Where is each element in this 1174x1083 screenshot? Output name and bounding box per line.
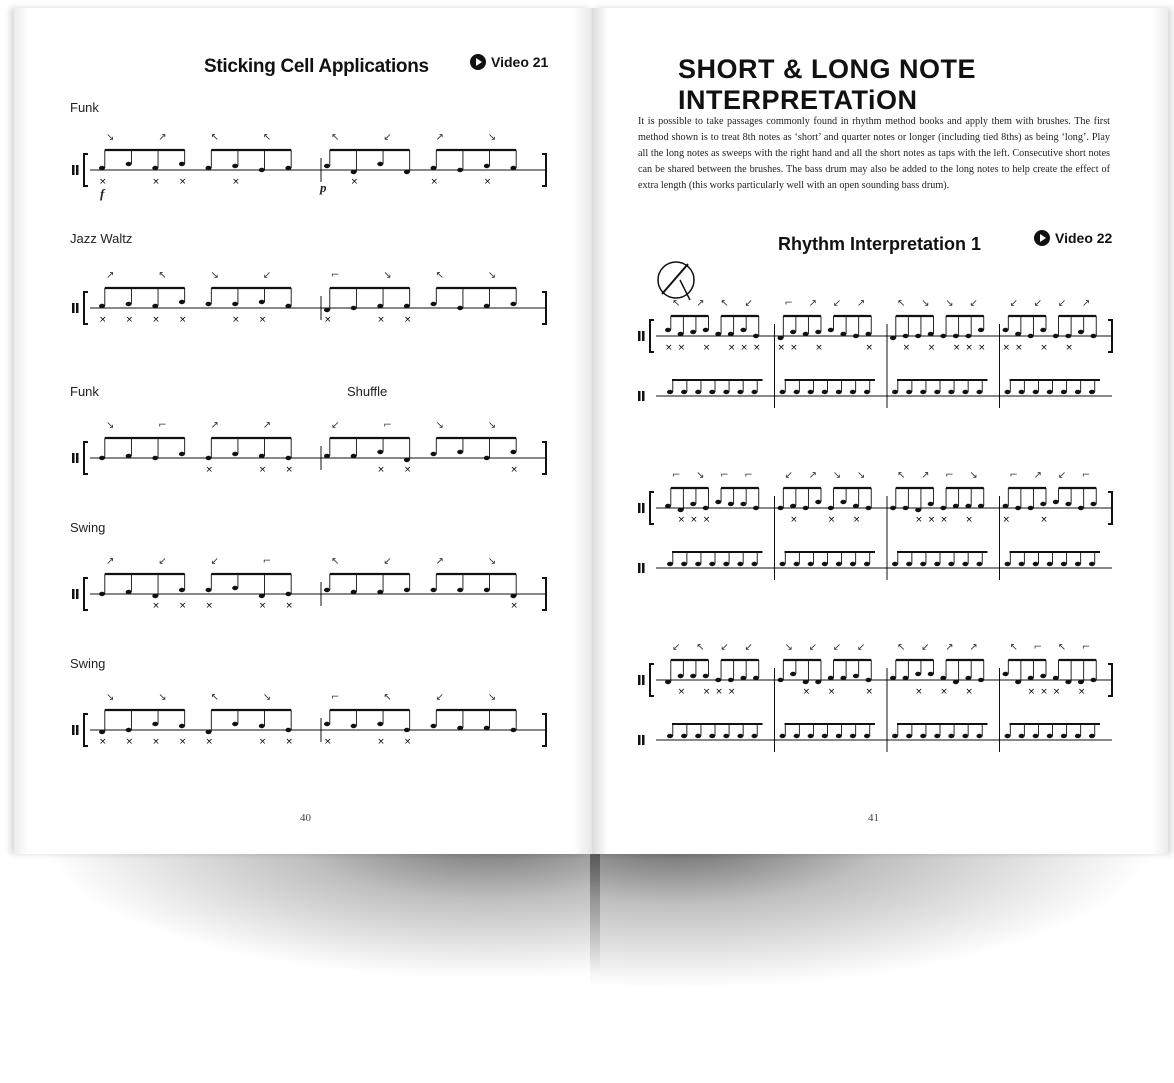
- page-number: 40: [300, 812, 311, 824]
- dynamic-marking: f: [100, 186, 105, 201]
- notation-staff: [636, 470, 1116, 590]
- svg-text:×: ×: [677, 515, 686, 525]
- section-label: Swing: [70, 520, 106, 535]
- svg-text:×: ×: [205, 737, 214, 747]
- svg-text:×: ×: [702, 515, 711, 525]
- svg-text:×: ×: [178, 315, 187, 325]
- svg-text:↗: ↗: [945, 642, 954, 653]
- svg-text:↗: ↗: [1081, 298, 1091, 309]
- svg-text:↗: ↗: [1033, 470, 1043, 481]
- svg-text:⌐: ⌐: [744, 470, 753, 481]
- svg-text:↖: ↖: [897, 298, 906, 309]
- svg-text:↖: ↖: [331, 132, 340, 143]
- svg-text:↖: ↖: [1057, 642, 1067, 653]
- svg-text:×: ×: [1015, 343, 1023, 353]
- intro-paragraph: It is possible to take passages commonly found in rhythm method books and apply them with brushes. The first method shown is to treat 8th notes as ‘short’ and quarter notes or longer (including tied 8ths) as being ‘long’. Play all the long notes as sweeps with the right hand and all the short notes as taps with the left. Consecutive short notes can be shared between the brushes. The bass drum may also be added to the long notes to help create the effect of extra length (this works particularly well with an open sounding bass drum).: [638, 116, 1110, 191]
- svg-text:×: ×: [1040, 515, 1048, 525]
- svg-text:×: ×: [510, 465, 518, 475]
- svg-text:↙: ↙: [784, 470, 793, 481]
- svg-text:×: ×: [790, 343, 798, 353]
- svg-text:↗: ↗: [210, 420, 219, 431]
- svg-text:↘: ↘: [487, 420, 497, 431]
- svg-text:⌐: ⌐: [945, 470, 954, 481]
- svg-text:↗: ↗: [262, 420, 272, 431]
- svg-text:⌐: ⌐: [720, 470, 729, 481]
- svg-text:↖: ↖: [720, 298, 729, 309]
- svg-text:×: ×: [483, 177, 492, 187]
- svg-text:×: ×: [403, 737, 412, 747]
- svg-text:×: ×: [285, 601, 293, 611]
- svg-text:↘: ↘: [383, 270, 392, 281]
- svg-text:↙: ↙: [1033, 298, 1043, 309]
- svg-text:×: ×: [1002, 343, 1011, 353]
- svg-text:↖: ↖: [331, 556, 340, 567]
- svg-text:⌐: ⌐: [331, 270, 340, 281]
- section-title: Rhythm Interpretation 1: [778, 234, 982, 254]
- section-label: Jazz Waltz: [70, 231, 133, 246]
- svg-text:↘: ↘: [435, 420, 444, 431]
- svg-text:×: ×: [1065, 343, 1073, 353]
- book-shadow-right: [590, 840, 1160, 990]
- svg-text:↘: ↘: [696, 470, 705, 481]
- svg-text:↘: ↘: [945, 298, 954, 309]
- svg-text:↙: ↙: [808, 642, 818, 653]
- svg-text:⌐: ⌐: [1081, 470, 1091, 481]
- svg-text:×: ×: [702, 687, 711, 697]
- svg-text:↖: ↖: [210, 132, 219, 143]
- svg-text:↙: ↙: [744, 642, 753, 653]
- section-label: Shuffle: [347, 384, 388, 399]
- svg-text:×: ×: [285, 465, 293, 475]
- svg-text:×: ×: [865, 687, 873, 697]
- svg-text:↘: ↘: [158, 692, 167, 703]
- svg-text:×: ×: [258, 737, 267, 747]
- svg-text:↖: ↖: [158, 270, 167, 281]
- notation-staff: [70, 256, 550, 346]
- svg-text:×: ×: [690, 515, 698, 525]
- svg-text:×: ×: [1052, 687, 1061, 697]
- svg-text:×: ×: [965, 343, 973, 353]
- svg-text:×: ×: [403, 465, 412, 475]
- svg-text:↘: ↘: [921, 298, 930, 309]
- svg-text:↙: ↙: [921, 642, 930, 653]
- svg-text:↖: ↖: [262, 132, 272, 143]
- svg-text:×: ×: [915, 687, 923, 697]
- svg-text:×: ×: [205, 465, 214, 475]
- video-label: Video 22: [1055, 230, 1113, 246]
- svg-text:×: ×: [915, 515, 923, 525]
- svg-text:×: ×: [232, 315, 240, 325]
- svg-text:↗: ↗: [106, 556, 115, 567]
- svg-text:↙: ↙: [1057, 298, 1067, 309]
- svg-text:×: ×: [377, 737, 385, 747]
- svg-text:×: ×: [178, 601, 187, 611]
- svg-text:↘: ↘: [832, 470, 842, 481]
- svg-text:×: ×: [125, 737, 134, 747]
- svg-text:×: ×: [178, 177, 187, 187]
- svg-text:↖: ↖: [696, 642, 705, 653]
- svg-text:×: ×: [324, 737, 332, 747]
- svg-text:↙: ↙: [435, 692, 444, 703]
- svg-text:↙: ↙: [1057, 470, 1067, 481]
- svg-text:×: ×: [1077, 687, 1086, 697]
- svg-text:↗: ↗: [808, 298, 818, 309]
- svg-text:×: ×: [152, 177, 160, 187]
- svg-text:↘: ↘: [487, 132, 497, 143]
- svg-text:×: ×: [258, 315, 267, 325]
- svg-text:×: ×: [1040, 687, 1048, 697]
- svg-text:×: ×: [677, 343, 686, 353]
- svg-text:×: ×: [965, 687, 973, 697]
- svg-text:↖: ↖: [1009, 642, 1018, 653]
- svg-text:↗: ↗: [808, 470, 818, 481]
- svg-text:×: ×: [815, 343, 823, 353]
- svg-text:↙: ↙: [832, 642, 842, 653]
- svg-text:×: ×: [952, 343, 961, 353]
- svg-text:↙: ↙: [969, 298, 978, 309]
- book-shadow-left: [40, 840, 600, 980]
- svg-text:×: ×: [258, 601, 267, 611]
- svg-text:↖: ↖: [897, 470, 906, 481]
- svg-text:↘: ↘: [210, 270, 219, 281]
- svg-text:↗: ↗: [856, 298, 866, 309]
- svg-text:⌐: ⌐: [383, 420, 392, 431]
- svg-text:×: ×: [324, 315, 332, 325]
- svg-text:⌐: ⌐: [784, 298, 793, 309]
- play-icon: [470, 54, 486, 70]
- notation-staff: [70, 406, 550, 496]
- svg-text:×: ×: [727, 687, 736, 697]
- svg-text:↗: ↗: [435, 556, 444, 567]
- svg-text:⌐: ⌐: [1081, 642, 1091, 653]
- play-icon: [1034, 230, 1050, 246]
- svg-text:×: ×: [827, 687, 836, 697]
- svg-text:⌐: ⌐: [1033, 642, 1043, 653]
- svg-text:×: ×: [205, 601, 214, 611]
- right-page: [592, 8, 1168, 854]
- svg-text:↙: ↙: [210, 556, 219, 567]
- notation-staff: [636, 298, 1116, 418]
- svg-text:↘: ↘: [487, 556, 497, 567]
- notation-staff: [70, 678, 550, 758]
- svg-text:↘: ↘: [262, 692, 272, 703]
- notation-staff: [636, 642, 1116, 762]
- svg-text:↙: ↙: [383, 132, 392, 143]
- svg-text:↙: ↙: [262, 270, 272, 281]
- page-number: 41: [868, 812, 879, 824]
- svg-text:×: ×: [777, 343, 786, 353]
- notation-staff: [70, 542, 550, 622]
- svg-text:×: ×: [727, 343, 736, 353]
- svg-text:↙: ↙: [331, 420, 340, 431]
- svg-text:×: ×: [677, 687, 686, 697]
- svg-text:×: ×: [178, 737, 187, 747]
- svg-text:×: ×: [350, 177, 359, 187]
- svg-text:⌐: ⌐: [262, 556, 272, 567]
- svg-text:×: ×: [125, 315, 134, 325]
- svg-text:×: ×: [940, 687, 948, 697]
- svg-text:×: ×: [927, 343, 936, 353]
- svg-text:×: ×: [865, 343, 873, 353]
- svg-text:×: ×: [927, 515, 936, 525]
- svg-text:×: ×: [790, 515, 798, 525]
- svg-text:↖: ↖: [897, 642, 906, 653]
- svg-text:×: ×: [852, 515, 861, 525]
- svg-text:⌐: ⌐: [331, 692, 340, 703]
- svg-text:⌐: ⌐: [158, 420, 167, 431]
- svg-text:×: ×: [152, 737, 160, 747]
- svg-text:×: ×: [152, 601, 160, 611]
- svg-text:×: ×: [965, 515, 973, 525]
- svg-text:↘: ↘: [784, 642, 793, 653]
- svg-text:↙: ↙: [672, 642, 681, 653]
- svg-text:↖: ↖: [672, 298, 681, 309]
- section-label: Funk: [70, 100, 99, 115]
- svg-text:↙: ↙: [158, 556, 167, 567]
- left-page: [14, 8, 592, 854]
- svg-text:×: ×: [510, 601, 518, 611]
- svg-text:↘: ↘: [106, 692, 115, 703]
- svg-text:×: ×: [902, 343, 911, 353]
- svg-text:×: ×: [232, 177, 240, 187]
- video-link[interactable]: [1034, 230, 1112, 246]
- svg-text:↘: ↘: [106, 420, 115, 431]
- svg-text:×: ×: [977, 343, 986, 353]
- svg-text:↗: ↗: [158, 132, 167, 143]
- dynamic-marking: p: [320, 180, 327, 195]
- svg-text:×: ×: [1027, 687, 1036, 697]
- video-link[interactable]: [470, 54, 548, 70]
- svg-text:⌐: ⌐: [672, 470, 681, 481]
- svg-text:×: ×: [377, 315, 385, 325]
- svg-text:↖: ↖: [210, 692, 219, 703]
- svg-text:↘: ↘: [856, 470, 866, 481]
- svg-text:×: ×: [702, 343, 711, 353]
- svg-text:↗: ↗: [106, 270, 115, 281]
- svg-text:×: ×: [377, 465, 385, 475]
- svg-text:↙: ↙: [383, 556, 392, 567]
- svg-text:×: ×: [285, 737, 293, 747]
- svg-text:↙: ↙: [744, 298, 753, 309]
- svg-text:↘: ↘: [487, 692, 497, 703]
- page-title: Sticking Cell Applications: [204, 56, 429, 77]
- svg-text:×: ×: [940, 515, 948, 525]
- svg-text:↗: ↗: [696, 298, 705, 309]
- svg-text:×: ×: [665, 343, 673, 353]
- svg-text:×: ×: [1002, 515, 1011, 525]
- video-label: Video 21: [491, 54, 549, 70]
- svg-text:×: ×: [430, 177, 439, 187]
- svg-text:↙: ↙: [720, 642, 729, 653]
- svg-text:×: ×: [752, 343, 761, 353]
- svg-text:↘: ↘: [969, 470, 978, 481]
- svg-text:↘: ↘: [106, 132, 115, 143]
- svg-text:×: ×: [258, 465, 267, 475]
- svg-text:↖: ↖: [383, 692, 392, 703]
- svg-text:↘: ↘: [487, 270, 497, 281]
- svg-text:×: ×: [715, 687, 723, 697]
- section-label: Swing: [70, 656, 106, 671]
- svg-text:×: ×: [99, 737, 107, 747]
- svg-text:↖: ↖: [435, 270, 444, 281]
- page-title: SHORT & LONG NOTE INTERPRETATiON: [678, 54, 976, 115]
- svg-text:×: ×: [152, 315, 160, 325]
- svg-text:×: ×: [99, 315, 107, 325]
- svg-text:×: ×: [802, 687, 811, 697]
- notation-staff: [70, 118, 550, 198]
- svg-text:↗: ↗: [435, 132, 444, 143]
- svg-text:×: ×: [740, 343, 748, 353]
- svg-text:↙: ↙: [832, 298, 842, 309]
- svg-text:↗: ↗: [969, 642, 978, 653]
- svg-text:↙: ↙: [856, 642, 866, 653]
- svg-text:×: ×: [1040, 343, 1048, 353]
- svg-text:↙: ↙: [1009, 298, 1018, 309]
- svg-text:⌐: ⌐: [1009, 470, 1018, 481]
- section-label: Funk: [70, 384, 99, 399]
- svg-text:×: ×: [99, 177, 107, 187]
- svg-text:×: ×: [403, 315, 412, 325]
- svg-text:↗: ↗: [921, 470, 930, 481]
- svg-text:×: ×: [827, 515, 836, 525]
